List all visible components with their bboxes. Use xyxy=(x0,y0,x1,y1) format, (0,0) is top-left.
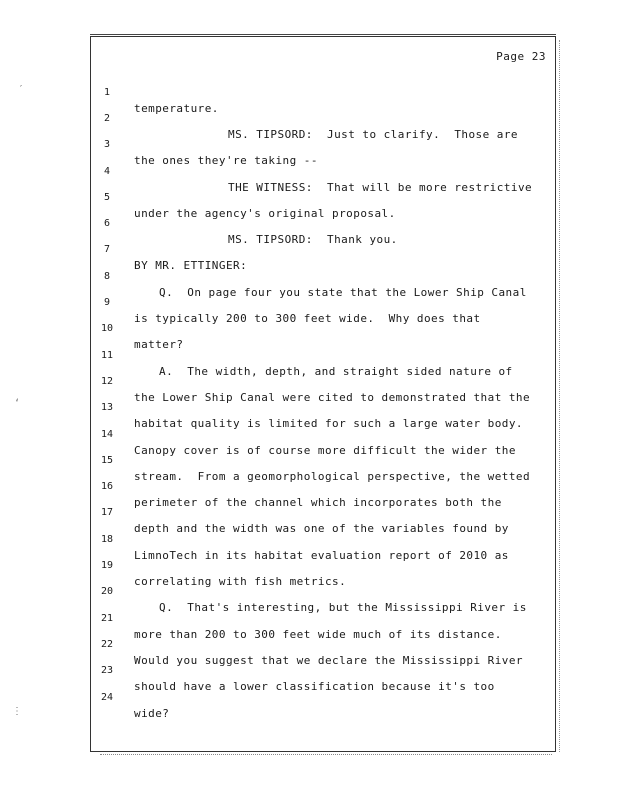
line-number: 15 xyxy=(100,455,114,466)
transcript-line xyxy=(0,200,618,246)
line-number: 18 xyxy=(100,534,114,545)
page-footer-rule xyxy=(100,754,552,758)
line-number: 17 xyxy=(100,507,114,518)
line-number: 12 xyxy=(100,376,114,387)
line-text: perimeter of the channel which incorporates both the xyxy=(134,496,502,509)
transcript-line xyxy=(0,148,618,194)
line-text: stream. From a geomorphological perspective, the wetted xyxy=(134,470,531,483)
line-number: 10 xyxy=(100,323,114,334)
transcript-line xyxy=(0,437,618,483)
margin-tick-mark: ‘ xyxy=(14,398,21,409)
transcript-line xyxy=(0,358,618,404)
transcript-line xyxy=(0,674,618,720)
line-number: 13 xyxy=(100,402,114,413)
transcript-line xyxy=(0,621,618,667)
transcript-line xyxy=(0,305,618,351)
line-text: BY MR. ETTINGER: xyxy=(134,259,248,272)
line-text: Would you suggest that we declare the Mississippi River xyxy=(134,654,523,667)
line-number: 23 xyxy=(100,665,114,676)
line-text: temperature. xyxy=(134,102,219,115)
margin-tick-mark: ⋮ xyxy=(12,706,22,717)
line-number: 9 xyxy=(103,297,111,308)
line-text: Q. On page four you state that the Lower Ship Canal xyxy=(159,286,527,299)
line-number: 21 xyxy=(100,613,114,624)
line-text: wide? xyxy=(134,707,170,720)
line-number: 3 xyxy=(103,139,111,150)
line-number: 4 xyxy=(103,166,111,177)
line-number: 22 xyxy=(100,639,114,650)
line-text: the ones they're taking -- xyxy=(134,154,318,167)
transcript-line xyxy=(0,121,618,167)
line-number: 14 xyxy=(100,429,114,440)
line-text: THE WITNESS: That will be more restrictive xyxy=(228,181,533,194)
page-number: Page 23 xyxy=(496,50,546,63)
transcript-line xyxy=(0,253,618,299)
line-text: MS. TIPSORD: Just to clarify. Those are xyxy=(228,128,518,141)
transcript-line xyxy=(0,516,618,562)
line-number: 2 xyxy=(103,113,111,124)
line-text: habitat quality is limited for such a large water body. xyxy=(134,417,523,430)
line-number: 6 xyxy=(103,218,111,229)
line-number: 19 xyxy=(100,560,114,571)
transcript-line xyxy=(0,542,618,588)
line-number: 11 xyxy=(100,350,114,361)
transcript-line xyxy=(0,647,618,693)
line-number: 7 xyxy=(103,244,111,255)
line-number: 1 xyxy=(103,87,111,98)
transcript-line xyxy=(0,411,618,457)
line-text: Canopy cover is of course more difficult the wider the xyxy=(134,444,516,457)
line-text: more than 200 to 300 feet wide much of its distance. xyxy=(134,628,502,641)
transcript-line xyxy=(0,174,618,220)
line-number: 16 xyxy=(100,481,114,492)
line-number: 20 xyxy=(100,586,114,597)
line-number: 24 xyxy=(100,692,114,703)
line-text: under the agency's original proposal. xyxy=(134,207,396,220)
line-number: 8 xyxy=(103,271,111,282)
line-text: A. The width, depth, and straight sided nature of xyxy=(159,365,513,378)
line-text: Q. That's interesting, but the Mississippi River is xyxy=(159,601,527,614)
transcript-line xyxy=(0,332,618,378)
page-top-rule xyxy=(90,34,556,35)
line-text: correlating with fish metrics. xyxy=(134,575,347,588)
transcript-line xyxy=(0,568,618,614)
margin-tick-mark: ′ xyxy=(18,84,25,95)
transcript-line xyxy=(0,226,618,272)
line-text: should have a lower classification because it's too xyxy=(134,680,495,693)
transcript-line xyxy=(0,279,618,325)
transcript-line xyxy=(0,384,618,430)
line-text: is typically 200 to 300 feet wide. Why does that xyxy=(134,312,481,325)
line-text: LimnoTech in its habitat evaluation report of 2010 as xyxy=(134,549,509,562)
line-text: matter? xyxy=(134,338,184,351)
transcript-line xyxy=(0,595,618,641)
transcript-line xyxy=(0,463,618,509)
transcript-line xyxy=(0,95,618,141)
transcript-line xyxy=(0,69,618,115)
line-text: the Lower Ship Canal were cited to demonstrated that the xyxy=(134,391,531,404)
line-text: depth and the width was one of the variables found by xyxy=(134,522,509,535)
transcript-line xyxy=(0,489,618,535)
line-text: MS. TIPSORD: Thank you. xyxy=(228,233,398,246)
line-number: 5 xyxy=(103,192,111,203)
